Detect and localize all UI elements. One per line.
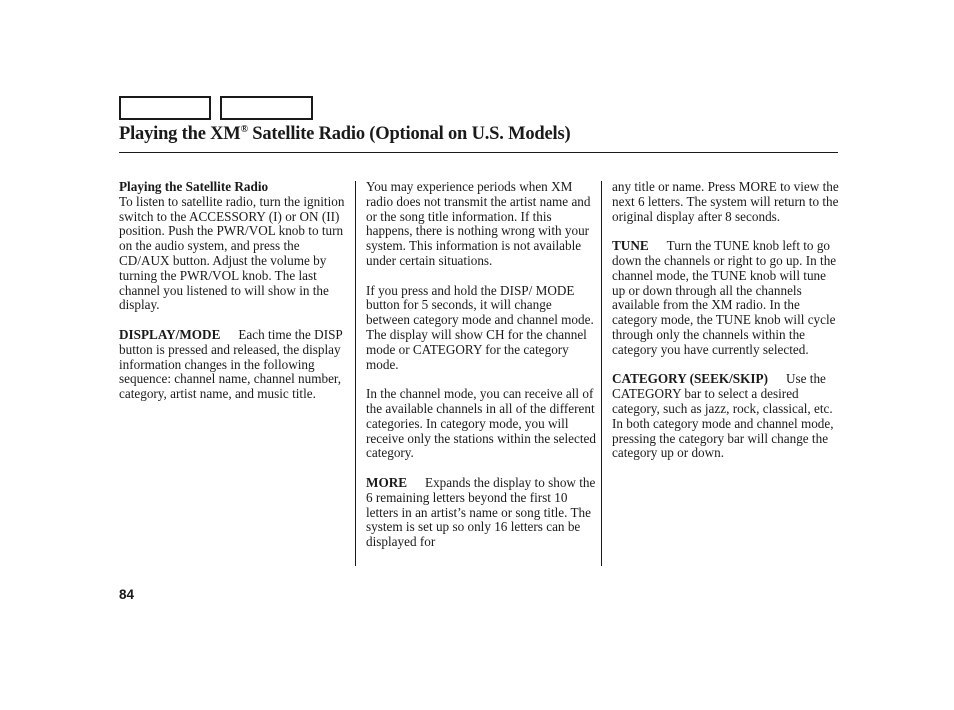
display-mode-text: Each time the DISP button is pressed and released, the display information changes in the following sequence: channel name, channel number, category, artist name, and music title. [119,326,343,402]
more-paragraph [366,476,596,550]
text-column-2 [366,180,596,550]
category-term: CATEGORY (SEEK/SKIP) [612,371,768,387]
column-divider-1 [355,181,356,566]
text-column-1 [119,180,348,402]
page-title [119,124,570,145]
display-mode-paragraph [119,328,348,402]
tune-paragraph [612,239,842,357]
registered-mark: ® [240,124,248,135]
category-text: Use the CATEGORY bar to select a desired category, such as jazz, rock, classical, etc. In both category mode and channel mode, pressing the category bar will change the category up or down. [612,371,834,461]
text-column-3 [612,180,842,461]
section-heading: Playing the Satellite Radio [119,179,269,194]
more-continued-paragraph: any title or name. Press MORE to view the next 6 letters. The system will return to the original display after 8 seconds. [612,179,839,224]
tune-term: TUNE [612,238,649,254]
title-suffix: Satellite Radio (Optional on U.S. Models) [247,124,571,144]
column-divider-2 [601,181,602,566]
page-number: 84 [119,587,135,602]
section-intro [119,180,348,313]
disp-mode-hold-paragraph: If you press and hold the DISP/ MODE button for 5 seconds, it will change between category mode and channel mode. The display will show CH for the channel mode or CATEGORY for the category mode. [366,282,594,372]
channel-mode-paragraph: In the channel mode, you can receive all of the available channels in all of the different categories. In category mode, you will receive only the stations within the selected category. [366,386,596,461]
tune-text: Turn the TUNE knob left to go down the channels or right to go up. In the channel mode, the TUNE knob will tune up or down through all the channels available from the XM radio. In the category mode, the TUNE knob will cycle through only the channels within the category you have currently selected. [612,238,837,357]
more-term: MORE [366,474,408,490]
intro-text: To listen to satellite radio, turn the ignition switch to the ACCESSORY (I) or ON (II) position. Push the PWR/VOL knob to turn on the audio system, and press the CD/AUX button. Adjust the volume by turning the PWR/VOL knob. The last channel you listened to will show in the display. [119,193,345,313]
display-mode-term: DISPLAY/MODE [119,326,221,342]
category-paragraph [612,372,842,461]
nav-tab-index[interactable] [220,96,313,120]
more-text: Expands the display to show the 6 remaining letters beyond the first 10 letters in an artist’s name or song title. The system is set up so only 16 letters can be displayed for [366,474,596,550]
transmission-paragraph: You may experience periods when XM radio does not transmit the artist name and or the song title information. If this happens, there is nothing wrong with your system. This information is not available under certain situations. [366,179,591,268]
title-prefix: Playing the XM [119,124,241,144]
nav-tab-contents[interactable] [119,96,211,120]
title-divider [119,152,838,153]
